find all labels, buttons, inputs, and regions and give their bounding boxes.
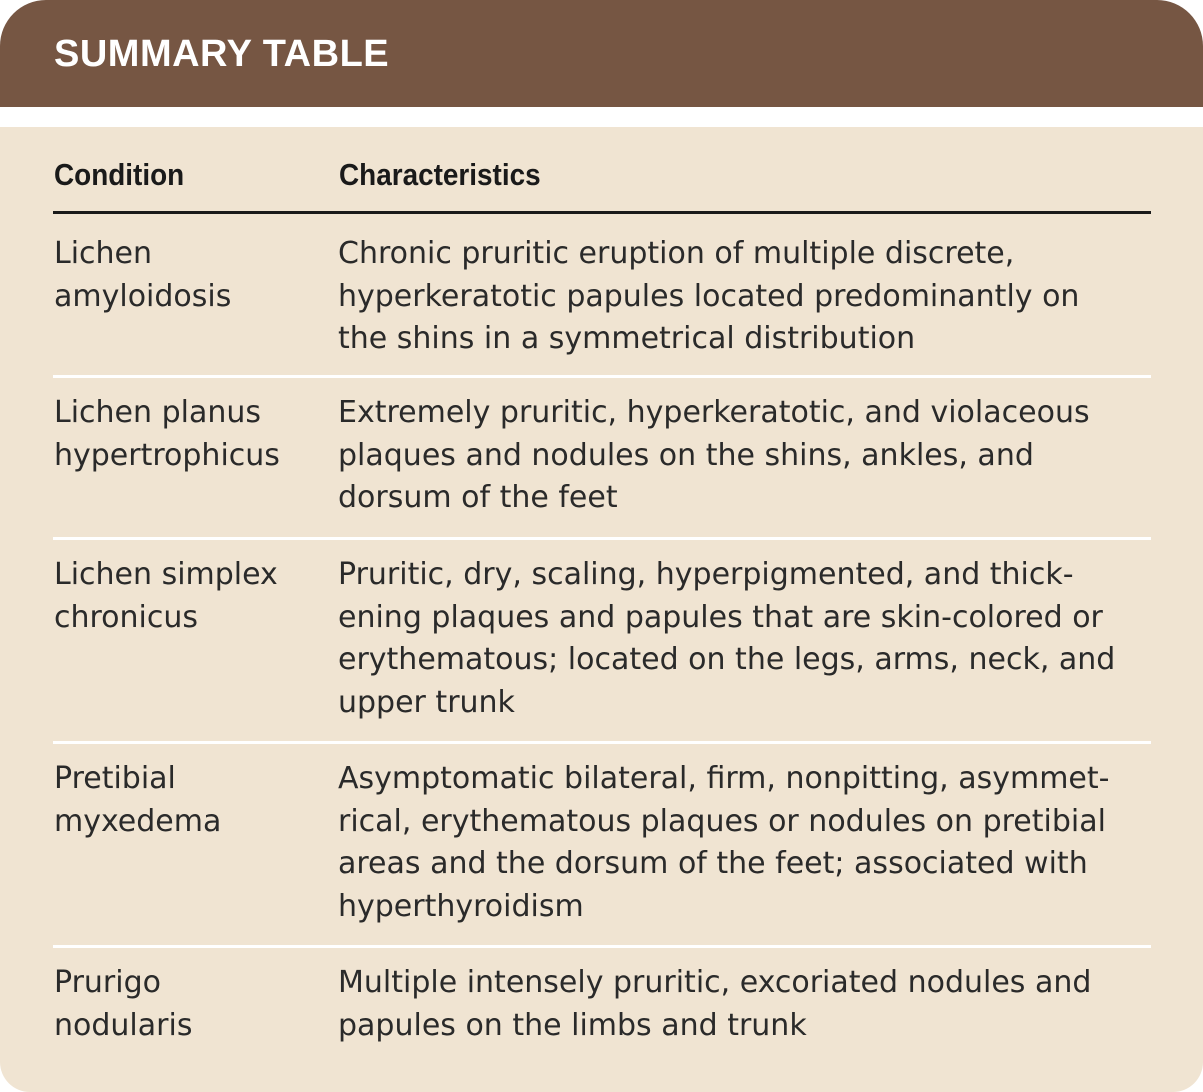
characteristics-cell-line: rical, erythematous plaques or nodules on pretibial: [338, 803, 1106, 839]
characteristics-cell: [338, 758, 1158, 928]
condition-cell-line: amyloidosis: [54, 278, 232, 314]
condition-cell: [54, 962, 324, 1047]
condition-cell: [54, 554, 324, 639]
column-header-condition: Condition: [54, 157, 185, 192]
characteristics-cell-line: areas and the dorsum of the feet; associated with: [338, 846, 1088, 881]
characteristics-cell-line: hyperkeratotic papules located predominantly on: [338, 278, 1080, 314]
characteristics-cell-line: erythematous; located on the legs, arms, neck, and: [338, 642, 1116, 677]
column-header-characteristics: Characteristics: [339, 157, 541, 192]
table-row: [53, 741, 1151, 924]
characteristics-cell-line: Pruritic, dry, scaling, hyperpigmented, and thick-: [338, 557, 1074, 592]
characteristics-cell-line: the shins in a symmetrical distribution: [338, 321, 916, 356]
condition-cell-line: nodularis: [54, 1007, 193, 1043]
characteristics-cell-line: upper trunk: [338, 684, 515, 720]
condition-cell-line: Lichen planus: [54, 395, 261, 430]
condition-cell: [54, 392, 324, 477]
characteristics-cell-line: Chronic pruritic eruption of multiple discrete,: [338, 236, 1015, 271]
condition-cell-line: Lichen: [54, 236, 153, 271]
condition-cell: [54, 233, 324, 318]
condition-cell-line: Lichen simplex: [54, 557, 278, 592]
condition-cell: [54, 758, 324, 843]
characteristics-cell-line: ening plaques and papules that are skin-colored or: [338, 599, 1103, 635]
header-rule: [53, 211, 1151, 214]
table-body: [0, 127, 1203, 1092]
characteristics-cell: [338, 233, 1158, 361]
characteristics-cell-line: hyperthyroidism: [338, 888, 584, 924]
characteristics-cell: [338, 962, 1158, 1047]
characteristics-cell-line: dorsum of the feet: [338, 480, 618, 515]
characteristics-cell-line: Multiple intensely pruritic, excoriated nodules and: [338, 965, 1092, 1000]
characteristics-cell-line: papules on the limbs and trunk: [338, 1007, 807, 1043]
condition-cell-line: Pretibial: [54, 761, 176, 796]
table-header-banner: [0, 0, 1203, 107]
condition-cell-line: Prurigo: [54, 965, 161, 1000]
characteristics-cell-line: Asymptomatic bilateral, firm, nonpitting, asymmet-: [338, 761, 1110, 796]
condition-cell-line: myxedema: [54, 803, 222, 839]
characteristics-cell: [338, 554, 1158, 724]
characteristics-cell: [338, 392, 1158, 520]
characteristics-cell-line: Extremely pruritic, hyperkeratotic, and violaceous: [338, 395, 1090, 430]
table-row: [53, 945, 1151, 1043]
table-row: [53, 375, 1151, 515]
characteristics-cell-line: plaques and nodules on the shins, ankles, and: [338, 437, 1034, 473]
condition-cell-line: hypertrophicus: [54, 437, 280, 473]
condition-cell-line: chronicus: [54, 599, 199, 635]
table-row: [53, 537, 1151, 720]
table-title: SUMMARY TABLE: [54, 33, 390, 75]
